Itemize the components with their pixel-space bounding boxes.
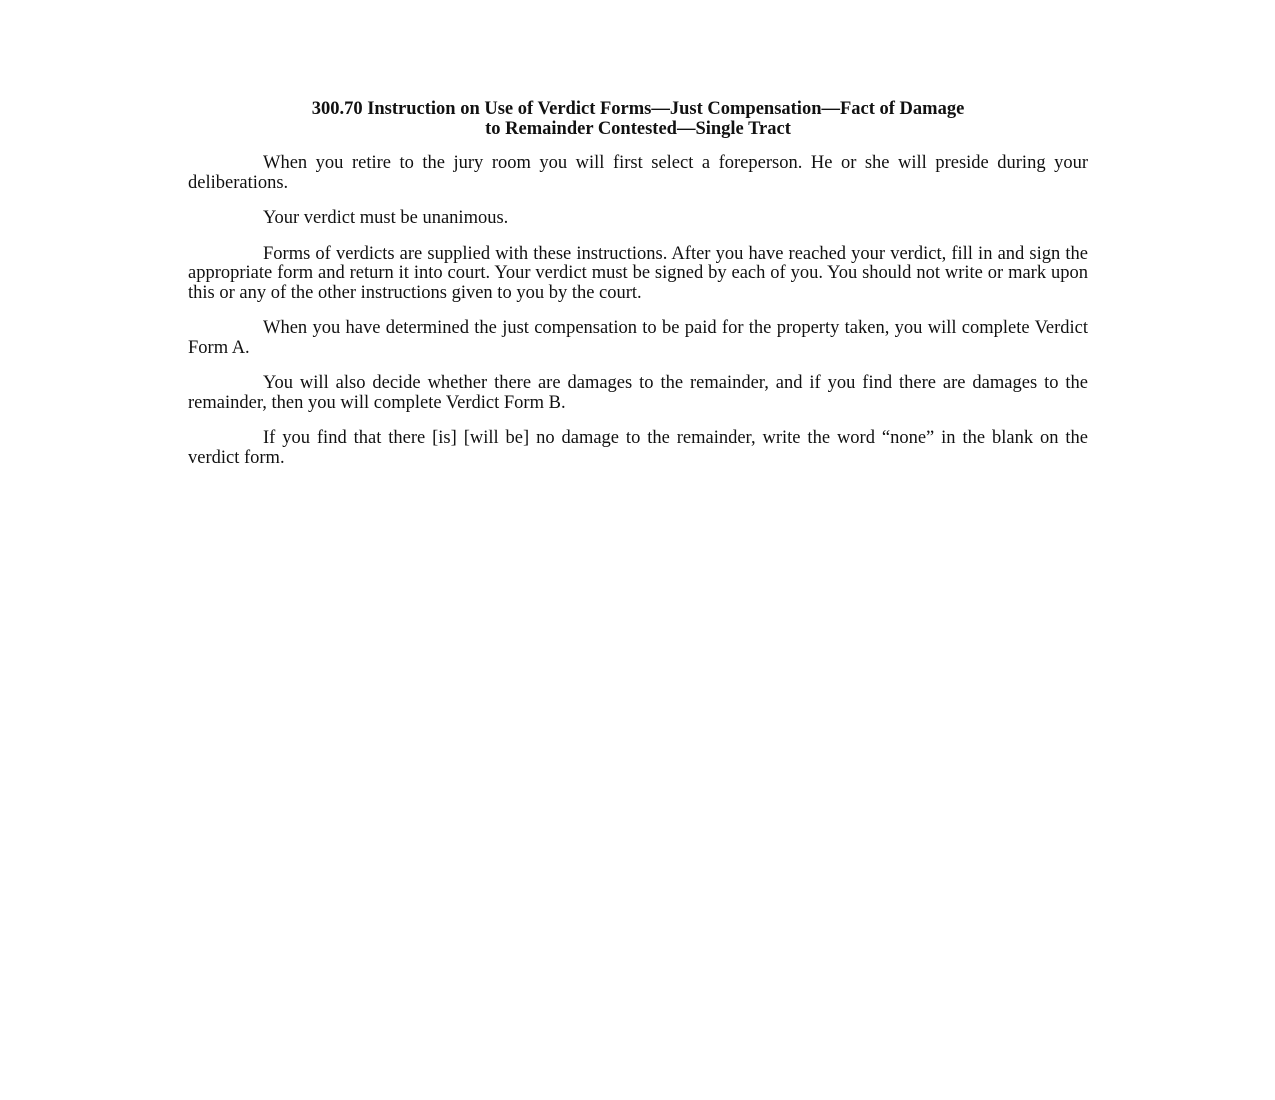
instruction-title	[188, 99, 1088, 139]
paragraph-verdict-form-a: When you have determined the just compensation to be paid for the property taken, you will complete Verdict Form A.	[188, 318, 1088, 358]
title-line-1: 300.70 Instruction on Use of Verdict Forms—Just Compensation—Fact of Damage	[311, 99, 965, 119]
paragraph-no-damage: If you find that there [is] [will be] no damage to the remainder, write the word “none” in the blank on the verdict form.	[188, 428, 1088, 468]
document-page	[188, 99, 1088, 484]
paragraph-foreperson: When you retire to the jury room you will first select a foreperson. He or she will preside during your deliberations.	[188, 153, 1088, 193]
paragraph-unanimous: Your verdict must be unanimous.	[263, 208, 509, 228]
paragraph-verdict-form-b: You will also decide whether there are damages to the remainder, and if you find there are damages to the remainder, then you will complete Verdict Form B.	[188, 373, 1088, 413]
title-line-2: to Remainder Contested—Single Tract	[485, 119, 791, 139]
paragraph-verdict-forms: Forms of verdicts are supplied with these instructions. After you have reached your verdict, fill in and sign the appropriate form and return it into court. Your verdict must be signed by each of you. You should not write or mark upon this or any of the other instructions given to you by the court.	[188, 243, 1088, 303]
